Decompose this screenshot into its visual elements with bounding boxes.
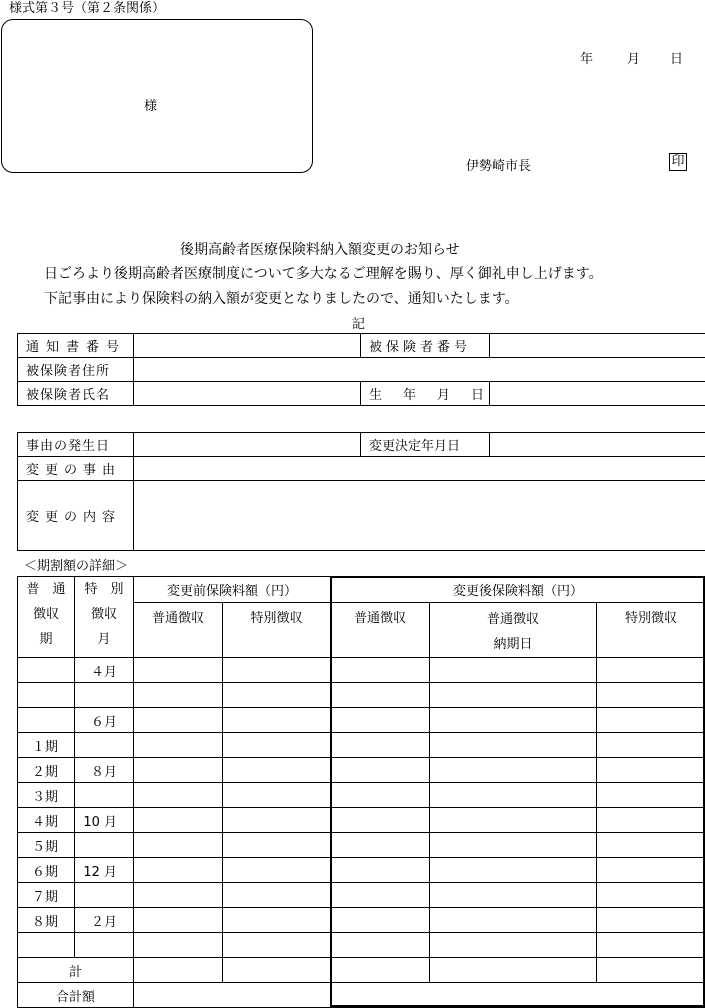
row-after-due — [430, 783, 597, 808]
row-month — [75, 833, 134, 858]
row-after-normal — [331, 908, 430, 933]
after-normal-header: 普通徴収 — [331, 603, 430, 658]
subtotal-before-special — [223, 958, 331, 983]
row-after-normal — [331, 883, 430, 908]
row-after-normal — [331, 708, 430, 733]
insured-info-table — [17, 333, 705, 406]
row-period: ８期 — [18, 908, 75, 933]
occur-date-value — [134, 433, 361, 457]
detail-heading: ＜期割額の詳細＞ — [24, 555, 128, 574]
row-before-normal — [134, 783, 223, 808]
row-period: １期 — [18, 733, 75, 758]
insured-no-value — [490, 334, 705, 358]
total-before — [134, 983, 331, 1008]
special-month-header — [75, 577, 134, 658]
row-before-normal — [134, 833, 223, 858]
installment-detail-table — [17, 576, 705, 1008]
row-month — [75, 883, 134, 908]
row-after-special — [597, 808, 705, 833]
special-header-2: 徴収 — [75, 602, 133, 627]
content-value — [134, 481, 705, 551]
address-label: 被保険者住所 — [18, 358, 134, 382]
reason-label: 変更の事由 — [18, 457, 134, 481]
row-after-special — [597, 733, 705, 758]
occur-date-label: 事由の発生日 — [18, 433, 134, 457]
row-after-normal — [331, 833, 430, 858]
notice-title: 後期高齢者医療保険料納入額変更のお知らせ — [180, 239, 460, 259]
row-before-special — [223, 733, 331, 758]
row-after-normal — [331, 858, 430, 883]
after-special-header: 特別徴収 — [597, 603, 705, 658]
subtotal-after-normal — [331, 958, 430, 983]
row-after-due — [430, 758, 597, 783]
row-after-normal — [331, 683, 430, 708]
installment-row — [18, 683, 705, 708]
row-after-due — [430, 858, 597, 883]
decision-date-label: 変更決定年月日 — [361, 433, 490, 457]
installment-row — [18, 833, 705, 858]
installment-row — [18, 708, 705, 733]
row-before-special — [223, 758, 331, 783]
installment-row — [18, 858, 705, 883]
name-value — [134, 382, 361, 406]
row-after-special — [597, 758, 705, 783]
row-month: 10 月 — [75, 808, 134, 833]
row-after-due — [430, 733, 597, 758]
row-after-special — [597, 683, 705, 708]
row-before-normal — [134, 808, 223, 833]
row-month: 12 月 — [75, 858, 134, 883]
after-normal-due-header-1: 普通徴収 — [430, 607, 596, 632]
notice-line-2: 下記事由により保険料の納入額が変更となりましたので、通知いたします。 — [44, 288, 519, 308]
row-after-due — [430, 708, 597, 733]
row-before-special — [223, 883, 331, 908]
row-before-special — [223, 908, 331, 933]
addressee-suffix: 様 — [144, 95, 157, 114]
before-normal-header: 普通徴収 — [134, 603, 223, 658]
row-period — [18, 683, 75, 708]
row-after-normal — [331, 733, 430, 758]
total-after — [331, 983, 705, 1008]
row-period — [18, 658, 75, 683]
row-after-special — [597, 883, 705, 908]
row-after-due — [430, 808, 597, 833]
row-month: ８月 — [75, 758, 134, 783]
date-month: 月 — [627, 48, 640, 67]
name-label: 被保険者氏名 — [18, 382, 134, 406]
row-period: ５期 — [18, 833, 75, 858]
row-after-normal — [331, 658, 430, 683]
row-period: ２期 — [18, 758, 75, 783]
row-before-special — [223, 683, 331, 708]
row-before-normal — [134, 933, 223, 958]
row-before-normal — [134, 683, 223, 708]
row-after-special — [597, 908, 705, 933]
birth-sei: 生 — [369, 388, 382, 403]
row-before-special — [223, 933, 331, 958]
row-before-normal — [134, 858, 223, 883]
row-after-normal — [331, 933, 430, 958]
row-after-special — [597, 708, 705, 733]
subtotal-before-normal — [134, 958, 223, 983]
row-after-normal — [331, 808, 430, 833]
installment-row — [18, 783, 705, 808]
after-normal-due-header-2: 納期日 — [430, 632, 596, 657]
normal-header-1: 普 通 — [18, 577, 74, 602]
form-number: 様式第３号（第２条関係） — [9, 0, 165, 16]
birth-year: 年 — [403, 388, 416, 403]
row-before-normal — [134, 908, 223, 933]
row-before-normal — [134, 733, 223, 758]
subtotal-label: 計 — [18, 958, 134, 983]
row-month: ２月 — [75, 908, 134, 933]
installment-row — [18, 883, 705, 908]
notice-no-label: 通知書番号 — [18, 334, 134, 358]
row-month — [75, 733, 134, 758]
after-normal-due-header — [430, 603, 597, 658]
birth-day: 日 — [471, 388, 484, 403]
seal-mark: 印 — [669, 153, 687, 171]
normal-period-header — [18, 577, 75, 658]
birth-date-label — [361, 382, 490, 406]
after-header: 変更後保険料額（円） — [331, 577, 705, 603]
row-after-special — [597, 833, 705, 858]
row-period — [18, 933, 75, 958]
row-month: ４月 — [75, 658, 134, 683]
ki-label: 記 — [352, 313, 365, 332]
row-period: ６期 — [18, 858, 75, 883]
row-after-due — [430, 883, 597, 908]
row-period: ７期 — [18, 883, 75, 908]
row-before-normal — [134, 758, 223, 783]
row-before-normal — [134, 883, 223, 908]
issuer-name: 伊勢崎市長 — [466, 155, 531, 174]
insured-no-label: 被保険者番号 — [361, 334, 490, 358]
content-label: 変更の内容 — [18, 481, 134, 551]
normal-header-2: 徴収 — [18, 602, 74, 627]
row-before-special — [223, 833, 331, 858]
special-header-1: 特 別 — [75, 577, 133, 602]
installment-row — [18, 733, 705, 758]
row-before-special — [223, 858, 331, 883]
row-period — [18, 708, 75, 733]
row-month — [75, 683, 134, 708]
installment-row — [18, 908, 705, 933]
row-after-due — [430, 908, 597, 933]
row-before-normal — [134, 708, 223, 733]
row-before-normal — [134, 658, 223, 683]
change-info-table — [17, 432, 705, 551]
subtotal-after-due — [430, 958, 597, 983]
row-after-due — [430, 683, 597, 708]
row-before-special — [223, 783, 331, 808]
row-after-normal — [331, 758, 430, 783]
row-before-special — [223, 808, 331, 833]
row-before-special — [223, 658, 331, 683]
row-after-special — [597, 858, 705, 883]
row-after-due — [430, 833, 597, 858]
row-after-normal — [331, 783, 430, 808]
date-day: 日 — [670, 48, 683, 67]
subtotal-after-special — [597, 958, 705, 983]
address-value — [134, 358, 705, 382]
row-after-due — [430, 933, 597, 958]
notice-no-value — [134, 334, 361, 358]
installment-row — [18, 933, 705, 958]
row-month: ６月 — [75, 708, 134, 733]
notice-line-1: 日ごろより後期高齢者医療制度について多大なるご理解を賜り、厚く御礼申し上げます。 — [44, 263, 603, 283]
row-month — [75, 933, 134, 958]
date-year: 年 — [580, 48, 593, 67]
before-special-header: 特別徴収 — [223, 603, 331, 658]
row-period: ４期 — [18, 808, 75, 833]
decision-date-value — [490, 433, 705, 457]
before-header: 変更前保険料額（円） — [134, 577, 331, 603]
installment-row — [18, 758, 705, 783]
total-label: 合計額 — [18, 983, 134, 1008]
installment-row — [18, 658, 705, 683]
row-before-special — [223, 708, 331, 733]
row-period: ３期 — [18, 783, 75, 808]
row-month — [75, 783, 134, 808]
row-after-special — [597, 933, 705, 958]
normal-header-3: 期 — [18, 627, 74, 652]
birth-month: 月 — [437, 388, 450, 403]
birth-date-value — [490, 382, 705, 406]
installment-row — [18, 808, 705, 833]
reason-value — [134, 457, 705, 481]
row-after-special — [597, 783, 705, 808]
special-header-3: 月 — [75, 627, 133, 652]
row-after-special — [597, 658, 705, 683]
row-after-due — [430, 658, 597, 683]
